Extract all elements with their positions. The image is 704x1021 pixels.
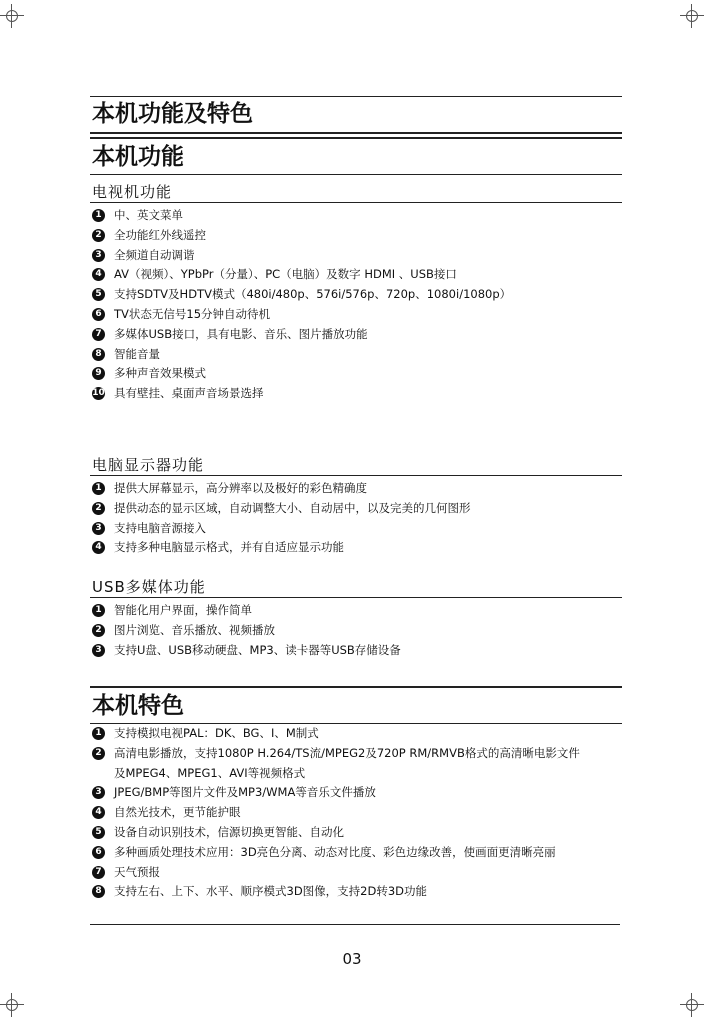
tv-functions-list (90, 206, 630, 404)
number-bullet-icon: 1 (92, 209, 105, 222)
list-item (90, 744, 630, 764)
list-item (90, 641, 630, 661)
number-bullet-icon: 1 (92, 482, 105, 495)
number-bullet-icon: 5 (92, 288, 105, 301)
list-item-text: 智能音量 (114, 346, 160, 361)
number-bullet-icon: 3 (92, 786, 105, 799)
list-item (90, 803, 630, 823)
subheading-usb-functions: USB多媒体功能 (90, 578, 622, 598)
features-list (90, 724, 630, 902)
number-bullet-icon: 9 (92, 367, 105, 380)
list-item (90, 479, 630, 499)
list-item (90, 843, 630, 863)
list-item-text: 及MPEG4、MPEG1、AVI等视频格式 (114, 765, 306, 780)
number-bullet-icon: 4 (92, 541, 105, 554)
footer-rule (90, 924, 620, 925)
list-item-text: 全功能红外线遥控 (114, 227, 206, 242)
number-bullet-icon: 1 (92, 604, 105, 617)
section-heading-features: 本机特色 (90, 686, 622, 724)
pc-functions-list (90, 479, 630, 558)
list-item (90, 863, 630, 883)
list-item-text: 支持电脑音源接入 (114, 520, 206, 535)
section-heading-functions: 本机功能 (90, 137, 622, 175)
list-item-text: 多种声音效果模式 (114, 366, 206, 381)
list-item (90, 882, 630, 902)
list-item (90, 724, 630, 744)
number-bullet-icon: 2 (92, 502, 105, 515)
list-item-text: 支持U盘、USB移动硬盘、MP3、读卡器等USB存储设备 (114, 642, 401, 657)
number-bullet-icon: 3 (92, 249, 105, 262)
number-bullet-icon: 3 (92, 522, 105, 535)
list-item-text: JPEG/BMP等图片文件及MP3/WMA等音乐文件播放 (114, 785, 376, 800)
list-item-text: 多媒体USB接口，具有电影、音乐、图片播放功能 (114, 326, 368, 341)
list-item (90, 325, 630, 345)
crop-mark-top-right (680, 4, 704, 28)
list-item-text: 智能化用户界面，操作简单 (114, 603, 252, 617)
crop-mark-bottom-left (0, 993, 24, 1017)
list-item-text: 支持多种电脑显示格式，并有自适应显示功能 (114, 540, 344, 555)
usb-functions-list (90, 601, 630, 660)
number-bullet-icon: 8 (92, 885, 105, 898)
list-item (90, 621, 630, 641)
number-bullet-icon: 6 (92, 308, 105, 321)
number-bullet-icon: 3 (92, 644, 105, 657)
number-bullet-icon: 6 (92, 846, 105, 859)
list-item (90, 246, 630, 266)
list-item-text: 高清电影播放，支持1080P H.264/TS流/MPEG2及720P RM/RMVB格式的高清晰电影文件 (114, 745, 580, 760)
list-item-text: 具有壁挂、桌面声音场景选择 (114, 386, 264, 401)
number-bullet-icon: 2 (92, 747, 105, 760)
list-item (90, 226, 630, 246)
number-bullet-icon: 7 (92, 866, 105, 879)
list-item-text: TV状态无信号15分钟自动待机 (114, 306, 271, 321)
number-bullet-icon: 10 (92, 388, 105, 399)
number-bullet-icon: 5 (92, 826, 105, 839)
number-bullet-icon: 2 (92, 624, 105, 637)
list-item (90, 519, 630, 539)
list-item (90, 206, 630, 226)
list-item (90, 364, 630, 384)
list-item-text: 中、英文菜单 (114, 208, 183, 222)
list-item-text: 支持SDTV及HDTV模式（480i/480p、576i/576p、720p、1080i/1080p） (114, 287, 512, 302)
list-item-text: 提供动态的显示区域，自动调整大小、自动居中，以及完美的几何图形 (114, 500, 471, 515)
subheading-tv-functions: 电视机功能 (90, 183, 622, 203)
crop-mark-bottom-right (680, 993, 704, 1017)
list-item (90, 345, 630, 365)
number-bullet-icon: 2 (92, 229, 105, 242)
list-item (90, 538, 630, 558)
number-bullet-icon: 1 (92, 727, 105, 740)
list-item (90, 601, 630, 621)
list-item (90, 384, 630, 404)
list-item-text: 支持左右、上下、水平、顺序模式3D图像，支持2D转3D功能 (114, 884, 428, 899)
list-item-text: AV（视频）、YPbPr（分量）、PC（电脑）及数字 HDMI 、USB接口 (114, 267, 457, 282)
list-item (90, 783, 630, 803)
list-item (90, 305, 630, 325)
list-item-text: 设备自动识别技术，信源切换更智能、自动化 (114, 824, 344, 839)
page-title: 本机功能及特色 (90, 96, 622, 134)
number-bullet-icon: 4 (92, 268, 105, 281)
list-item-text: 支持模拟电视PAL：DK、BG、I、M制式 (114, 726, 319, 740)
list-item-text: 自然光技术，更节能护眼 (114, 805, 241, 820)
page-number: 03 (342, 950, 362, 968)
list-item-text: 图片浏览、音乐播放、视频播放 (114, 622, 275, 637)
list-item (90, 285, 630, 305)
list-item-text: 天气预报 (114, 864, 160, 879)
number-bullet-icon: 8 (92, 348, 105, 361)
list-item-text: 多种画质处理技术应用：3D亮色分离、动态对比度、彩色边缘改善，使画面更清晰亮丽 (114, 844, 556, 859)
subheading-pc-functions: 电脑显示器功能 (90, 456, 622, 476)
list-item (90, 265, 630, 285)
list-item-text: 提供大屏幕显示，高分辨率以及极好的彩色精确度 (114, 481, 367, 495)
number-bullet-icon: 7 (92, 328, 105, 341)
list-item (90, 823, 630, 843)
crop-mark-top-left (0, 4, 24, 28)
number-bullet-icon: 4 (92, 806, 105, 819)
list-item (90, 499, 630, 519)
list-item-text: 全频道自动调谐 (114, 247, 195, 262)
list-item (90, 764, 630, 784)
